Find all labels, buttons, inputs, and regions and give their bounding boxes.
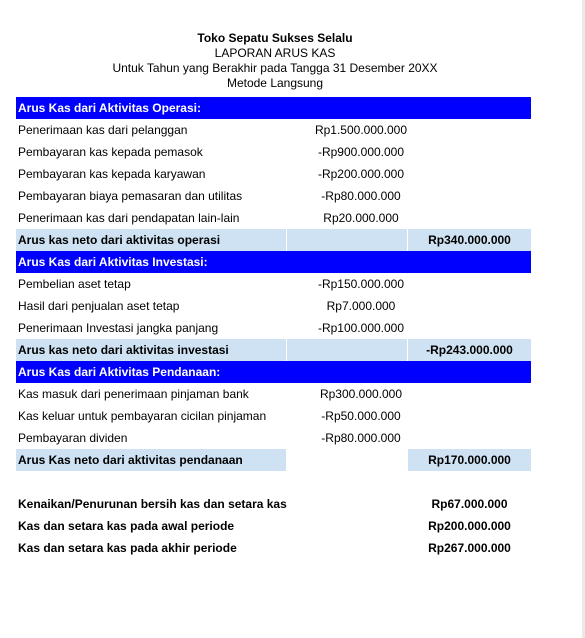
summary-label: Kenaikan/Penurunan bersih kas dan setara kas: [18, 497, 287, 511]
summary-label: Kas dan setara kas pada akhir periode: [18, 541, 237, 555]
summary-total: Rp67.000.000: [431, 497, 508, 511]
summary-label: Kas dan setara kas pada awal periode: [18, 519, 235, 533]
net-row-investing[interactable]: [16, 339, 531, 361]
table-row[interactable]: [16, 141, 531, 163]
summary-row[interactable]: [16, 515, 531, 537]
net-label: Arus kas neto dari aktivitas operasi: [18, 233, 221, 247]
section-header-financing[interactable]: [16, 361, 531, 383]
row-label: Penerimaan Investasi jangka panjang: [18, 321, 219, 335]
row-amount: -Rp150.000.000: [317, 277, 405, 291]
row-label: Pembayaran biaya pemasaran dan utilitas: [18, 189, 243, 203]
row-label: Penerimaan kas dari pelanggan: [18, 123, 188, 137]
report-period: Untuk Tahun yang Berakhir pada Tangga 31 Desember 20XX: [112, 61, 438, 75]
section-header-operating[interactable]: [16, 97, 531, 119]
row-label: Hasil dari penjualan aset tetap: [18, 299, 180, 313]
report-method: Metode Langsung: [226, 76, 324, 90]
row-amount: Rp1.500.000.000: [314, 123, 408, 137]
row-label: Penerimaan kas dari pendapatan lain-lain: [18, 211, 240, 225]
cash-flow-sheet: [16, 97, 531, 559]
row-label: Pembayaran dividen: [18, 431, 128, 445]
cell-divider: [286, 339, 287, 361]
section-header-investing[interactable]: [16, 251, 531, 273]
report-header: [0, 31, 550, 91]
row-amount: -Rp80.000.000: [321, 189, 401, 203]
row-amount: -Rp100.000.000: [317, 321, 405, 335]
table-row[interactable]: [16, 427, 531, 449]
net-row-financing[interactable]: [16, 449, 531, 471]
table-row[interactable]: [16, 163, 531, 185]
table-row[interactable]: [16, 185, 531, 207]
table-row[interactable]: [16, 119, 531, 141]
row-label: Kas masuk dari penerimaan pinjaman bank: [18, 387, 249, 401]
net-label: Arus Kas neto dari aktivitas pendanaan: [18, 453, 243, 467]
net-total: Rp340.000.000: [428, 233, 511, 247]
spacer: [16, 471, 531, 493]
net-row-operating[interactable]: [16, 229, 531, 251]
net-total: Rp170.000.000: [428, 453, 511, 467]
section-title: Arus Kas dari Aktivitas Operasi:: [18, 101, 201, 115]
table-row[interactable]: [16, 383, 531, 405]
table-row[interactable]: [16, 295, 531, 317]
row-amount: -Rp200.000.000: [317, 167, 405, 181]
row-amount: -Rp900.000.000: [317, 145, 405, 159]
section-title: Arus Kas dari Aktivitas Investasi:: [18, 255, 208, 269]
row-amount: Rp300.000.000: [319, 387, 403, 401]
table-row[interactable]: [16, 317, 531, 339]
table-row[interactable]: [16, 207, 531, 229]
net-total: -Rp243.000.000: [426, 343, 513, 357]
row-label: Pembelian aset tetap: [18, 277, 131, 291]
row-label: Pembayaran kas kepada pemasok: [18, 145, 203, 159]
row-amount: -Rp50.000.000: [321, 409, 401, 423]
summary-row[interactable]: [16, 493, 531, 515]
summary-total: Rp200.000.000: [428, 519, 511, 533]
summary-row[interactable]: [16, 537, 531, 559]
section-title: Arus Kas dari Aktivitas Pendanaan:: [18, 365, 221, 379]
table-row[interactable]: [16, 273, 531, 295]
company-name: Toko Sepatu Sukses Selalu: [197, 31, 353, 45]
row-label: Kas keluar untuk pembayaran cicilan pinjaman: [18, 409, 267, 423]
net-label: Arus kas neto dari aktivitas investasi: [18, 343, 229, 357]
table-row[interactable]: [16, 405, 531, 427]
summary-total: Rp267.000.000: [428, 541, 511, 555]
cell-divider: [286, 229, 287, 251]
row-amount: Rp7.000.000: [326, 299, 396, 313]
report-title: LAPORAN ARUS KAS: [214, 46, 336, 60]
row-amount: -Rp80.000.000: [321, 431, 401, 445]
row-label: Pembayaran kas kepada karyawan: [18, 167, 206, 181]
row-amount: Rp20.000.000: [323, 211, 399, 225]
